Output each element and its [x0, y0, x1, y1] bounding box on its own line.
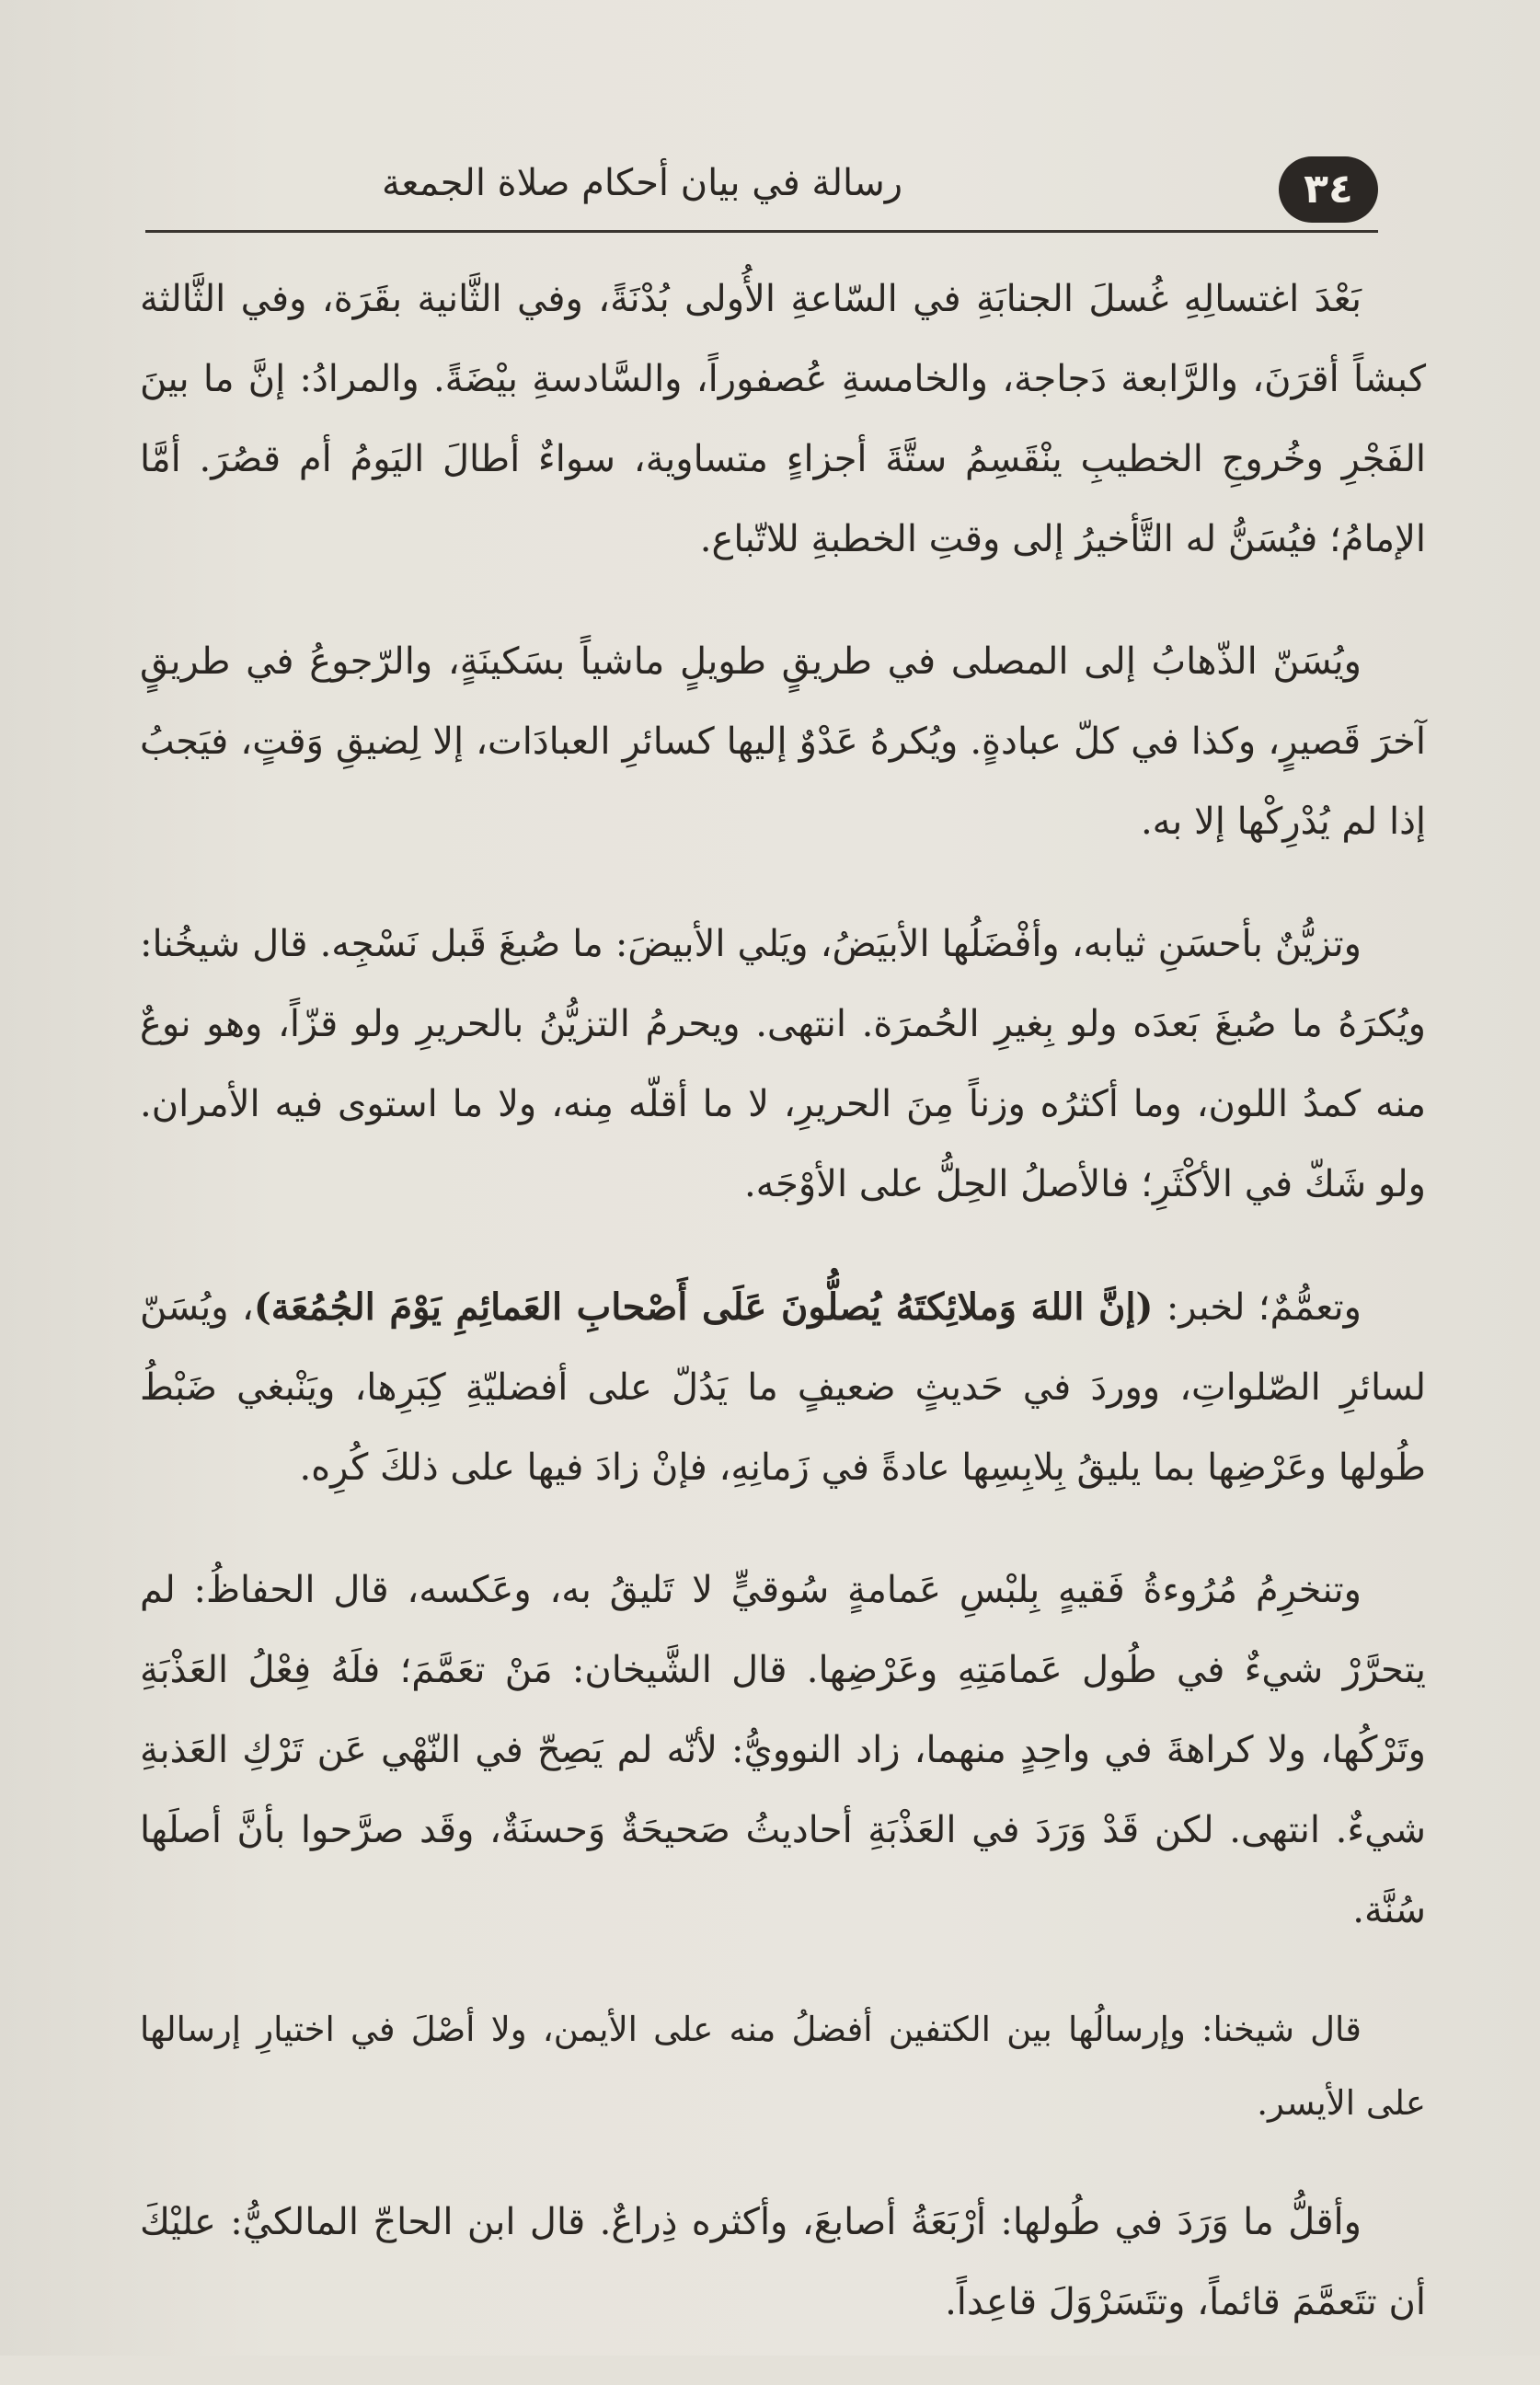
paragraph-4 [140, 1267, 1426, 1508]
page-number-badge: ٣٤ [1279, 156, 1378, 223]
paragraph-2: ويُسَنّ الذّهابُ إلى المصلى في طريقٍ طويلٍ ماشياً بسَكينَةٍ، والرّجوعُ في طريقٍ آخرَ قَصيرٍ، وكذا في كلّ عبادةٍ. ويُكرهُ عَدْوٌ إليها كسائرِ العبادَات، إلا لِضيقِ وَقتٍ، فيَجبُ إذا لم يُدْرِكْها إلا به. [140, 640, 1426, 843]
paragraph-1: بَعْدَ اغتسالِهِ غُسلَ الجنابَةِ في السّاعةِ الأُولى بُدْنَةً، وفي الثَّانية بقَرَة، وفي الثَّالثة كبشاً أقرَنَ، والرَّابعة دَجاجة، والخامسةِ عُصفوراً، والسَّادسةِ بيْضَةً. والمرادُ: إنَّ ما بينَ الفَجْرِ وخُروجِ الخطيبِ ينْقَسِمُ ستَّةَ أجزاءٍ متساوية، سواءٌ أطالَ اليَومُ أم قصُرَ. أمَّا الإمامُ؛ فيُسَنُّ له التَّأخيرُ إلى وقتِ الخطبةِ للاتّباع. [140, 278, 1426, 560]
hadith-quote: (إنَّ اللهَ وَملائِكتَهُ يُصلُّونَ عَلَى أَصْحابِ العَمائِمِ يَوْمَ الجُمُعَة) [253, 1285, 1154, 1329]
paragraph-6: قال شيخنا: وإرسالُها بين الكتفين أفضلُ منه على الأيمن، ولا أصْلَ في اختيارِ إرسالها على الأيسر. [140, 2010, 1426, 2123]
header-divider [145, 230, 1378, 233]
page-header [145, 138, 1378, 239]
paragraph-3: وتزيُّنٌ بأحسَنِ ثيابه، وأفْضَلُها الأبيَضُ، ويَلي الأبيضَ: ما صُبغَ قَبل نَسْجِه. قال شيخُنا: ويُكرَهُ ما صُبغَ بَعدَه ولو بِغيرِ الحُمرَة. انتهى. ويحرمُ التزيُّنُ بالحريرِ ولو قزّاً، وهو نوعٌ منه كمدُ اللون، وما أكثرُه وزناً مِنَ الحريرِ، لا ما أقلّه مِنه، ولا ما استوى فيه الأمران. ولو شَكّ في الأكْثَرِ؛ فالأصلُ الحِلُّ على الأوْجَه. [140, 923, 1426, 1205]
running-title: رسالة في بيان أحكام صلاة الجمعة [381, 162, 903, 204]
paragraph-7: وأقلُّ ما وَرَدَ في طُولها: أرْبَعَةُ أصابعَ، وأكثره ذِراعٌ. قال ابن الحاجّ المالكيُّ: عليْكَ أن تتَعمَّمَ قائماً، وتتَسَرْوَلَ قاعِداً. [140, 2201, 1426, 2323]
paragraph-4-rest: ، ويُسَنّ لسائرِ الصّلواتِ، ووردَ في حَديثٍ ضعيفٍ ما يَدُلّ على أفضليّةِ كِبَرِها، ويَنْبغي ضَبْطُ طُولها وعَرْضِها بما يليقُ بِلابِسِها عادةً في زَمانِهِ، فإنْ زادَ فيها على ذلكَ كُرِه. [140, 1286, 1426, 1489]
paragraph-4-lead: وتعمُّمٌ؛ لخبر: [1153, 1286, 1362, 1329]
paragraph-5: وتنخرِمُ مُرُوءةُ فَقيهٍ بِلبْسِ عَمامةٍ سُوقيٍّ لا تَليقُ به، وعَكسه، قال الحفاظُ: لم يتحرَّرْ شيءٌ في طُول عَمامَتِهِ وعَرْضِها. قال الشَّيخان: مَنْ تعَمَّمَ؛ فلَهُ فِعْلُ العَذْبَةِ وتَرْكُها، ولا كراهةَ في واحِدٍ منهما، زاد النوويُّ: لأنّه لم يَصِحّ في النّهْي عَن تَرْكِ العَذبةِ شيءٌ. انتهى. لكن قَدْ وَرَدَ في العَذْبَةِ أحاديثُ صَحيحَةٌ وَحسنَةٌ، وقَد صرَّحوا بأنَّ أصلَها سُنَّة. [140, 1569, 1426, 1931]
page-body [140, 259, 1426, 2385]
